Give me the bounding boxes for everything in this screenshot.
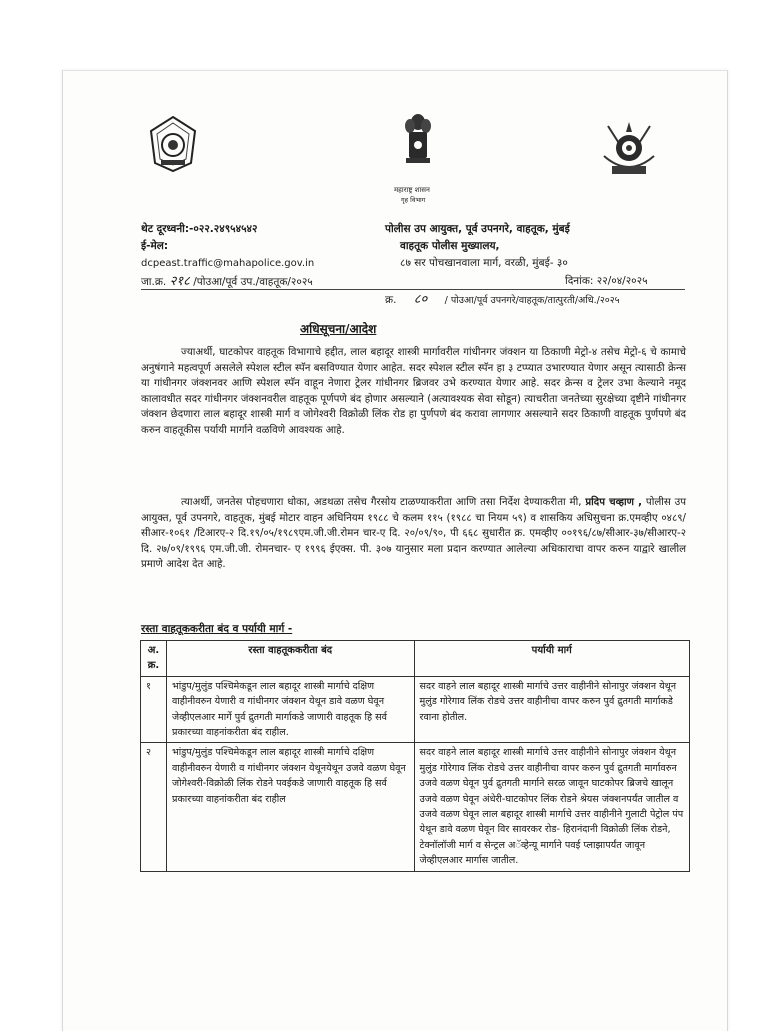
ref-number: २१८ xyxy=(169,274,190,289)
header-serial: अ. क्र. xyxy=(141,641,167,677)
emblem-caption-line2: गृह विभाग xyxy=(401,196,426,204)
ref-suffix: /पोउआ/पूर्व उप./वाहतूक/२०२५ xyxy=(193,276,313,288)
header-alternate-route: पर्यायी मार्ग xyxy=(414,641,689,677)
order-ref-suffix: / पोउआ/पूर्व उपनगरे/वाहतूक/तात्पुरती/अधि./२०२५ xyxy=(444,295,620,306)
order-ref-prefix: क्र. xyxy=(385,294,397,306)
email-label: ई-मेल: xyxy=(141,240,169,252)
table-caption: रस्ता वाहतूककरीता बंद व पर्यायी मार्ग - xyxy=(141,623,293,635)
date-text: दिनांक: २२/०४/२०२५ xyxy=(565,275,648,287)
paragraph-2-end: पोलीस उप आयुक्त, पूर्व उपनगरे, वाहतूक, मुंबई मोटार वाहन अधिनियम १९८८ चे कलम ११५ (१९८८ चा नियम ५९) व शासकिय अधिसुचना क्र.एमव्हीए ०४८९/ सीआर-१०६१ /टिआरए-२ दि.१९/०५/१९८९एम.जी.जी.रोमन चार-ए दि. २०/०९/९०, पी ६६८ सुधारीत क्र. एमव्हीए ००१९६/८७/सीआर-३७/सीआरए-२ दि. २७/०९/१९९६ एम.जी.जी. रोमनचार- ए १९९६ ईएक्स. पी. ३०७ यानुसार मला प्रदान करण्यात आलेल्या अधिकाराचा वापर करुन याद्वारे खालील प्रमाणे आदेश देत आहे. xyxy=(141,497,686,571)
paragraph-2-start: त्याअर्थी, जनतेस पोहचणारा धोका, अडथळा तसेच गैरसोय टाळण्याकरीता आणि तसा निर्देश देण्याकरीता मी, xyxy=(181,497,582,508)
ref-prefix: जा.क्र. xyxy=(141,276,167,288)
header-rule xyxy=(141,289,685,290)
email-link[interactable]: dcpeast.traffic@mahapolice.gov.in xyxy=(141,258,315,269)
traffic-police-crest-icon xyxy=(598,118,660,180)
office-line1: पोलीस उप आयुक्त, पूर्व उपनगरे, वाहतूक, मुंबई xyxy=(385,223,570,235)
row-closed-road: भांडुप/मुलुंड पश्चिमेकडून लाल बहादूर शास्त्री मार्गाचे दक्षिण वाहीनीवरुन येणारी व गांधीनगर जंक्शन येथून डावे वळण घेवून जेव्हीएलआर मार्गे पुर्व द्रुतगती मार्गाकडे जाणारी वाहतूक हि सर्व प्रकारच्या वाहनांकरीता बंद राहील. xyxy=(166,676,414,743)
row-serial: १ xyxy=(141,676,167,743)
row-serial: २ xyxy=(141,743,167,871)
mumbai-police-emblem-icon xyxy=(147,115,199,173)
row-alternate-route: सदर वाहने लाल बहादूर शास्त्री मार्गाचे उत्तर वाहीनीने सोनापुर जंक्शन येथून मुलुंड गोरेगाव लिंक रोडचे उत्तर वाहीनीचा वापर करुन पुर्व द्रुतगती मार्गाकडे रवाना होतील. xyxy=(414,676,689,743)
phone-text: थेट दूरध्वनी:-०२२.२४९५४५४२ xyxy=(141,223,258,235)
reference-line xyxy=(141,275,313,289)
header-closed-road: रस्ता वाहतूककरीता बंद xyxy=(166,641,414,677)
table-row xyxy=(141,676,690,743)
ashoka-emblem-icon xyxy=(401,112,435,178)
paragraph-1: ज्याअर्थी, घाटकोपर वाहतूक विभागाचे हद्दीत, लाल बहादूर शास्त्री मार्गावरील गांधीनगर जंक्शन या ठिकाणी मेट्रो-४ तसेच मेट्रो-६ चे कामाचे अनुषंगाने महत्वपूर्ण असलेले स्पेशल स्टील स्पॅन बसविण्यात येणार आहेत. सदर स्पेशल स्टील स्पॅन हा ३ टप्प्यात उभारण्यात येणार असून त्यासाठी क्रेन्स या गांधीनगर जंक्शनवर आणि स्पेशल स्पॅन वाहून नेणारा ट्रेलर गांधीनगर ब्रिजवर उभे करण्यात येणार आहे. सदर क्रेन्स व ट्रेलर उभा केल्याने नमूद कालावधीत सदर गांधीनगर जंक्शनवरील वाहतूक पूर्णपणे बंद होणार असल्याने (अत्यावश्यक सेवा सोडून) त्याचरीता जनतेच्या सुरक्षेच्या दृष्टीने गांधीनगर जंक्शन छेदणारा लाल बहादूर शास्त्री मार्ग व जोगेश्वरी विक्रोळी लिंक रोड हा पुर्णपणे बंद करावा लागणार असल्याने सदर ठिकाणी वाहतूक पुर्णपणे बंद करुन वाहतूकीस पर्यायी मार्गाने वळविणे आवश्यक आहे. xyxy=(141,347,686,436)
row-closed-road: भांडुप/मुलुंड पश्चिमेकडून लाल बहादूर शास्त्री मार्गाचे दक्षिण वाहीनीवरुन येणारी व गांधीनगर जंक्शन येथूनयेथून उजवे वळण घेवून जोगेश्वरी-विक्रोळी लिंक रोडने पवईकडे जाणारी वाहतूक हि सर्व प्रकारच्या वाहनांकरीता बंद राहील xyxy=(166,743,414,871)
table-header-row xyxy=(141,641,690,677)
route-table xyxy=(140,640,690,872)
office-line3: ८७ सर पोचखानवाला मार्ग, वरळी, मुंबई- ३० xyxy=(400,257,568,269)
table-row xyxy=(141,743,690,871)
office-line2: वाहतूक पोलीस मुख्यालय, xyxy=(400,240,500,252)
order-ref-number: ८० xyxy=(413,292,428,307)
emblem-caption-line1: महाराष्ट्र शासन xyxy=(394,186,430,194)
order-reference-line xyxy=(385,293,620,307)
document-title: अधिसूचना/आदेश xyxy=(300,322,377,336)
paragraph-2 xyxy=(141,495,686,573)
officer-name: प्रदिप चव्हाण , xyxy=(585,497,643,508)
row-alternate-route: सदर वाहने लाल बहादूर शास्त्री मार्गाचे उत्तर वाहीनीने सोनापुर जंक्शन येथून मुलुंड गोरेगाव लिंक रोडचे उत्तर वाहीनीचा वापर करुन पुर्व द्रुतगती मार्गावरुन उजवे वळण घेवून पुर्व द्रुतगती मार्गाने सरळ जावून घाटकोपर ब्रिजचे खालून उजवे वळण घेवून अंधेरी-घाटकोपर लिंक रोडने श्रेयस जंक्शनपर्यंत जातील व उजवे वळण घेवून लाल बहादूर शास्त्री मार्गाचे उत्तर वाहीनीने गुलाटी पेट्रोल पंप येथून डावे वळण घेवून विर सावरकर रोड- हिरानंदानी विक्रोळी लिंक रोडने, टेक्नॉलॉजी मार्ग व सेन्ट्रल अॅव्हेन्यू मार्गाने पवई प्लाझापर्यंत जावून जेव्हीएलआर मार्गास जातील. xyxy=(414,743,689,871)
